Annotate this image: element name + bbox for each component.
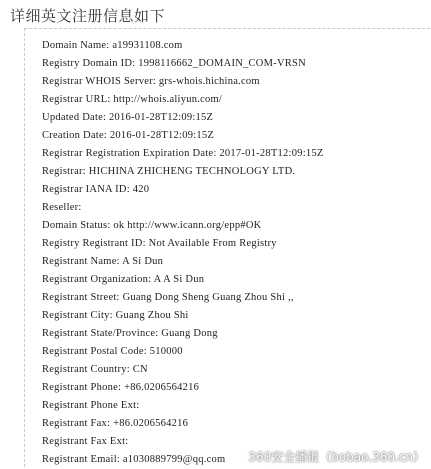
whois-line-registrant-postal-code: Registrant Postal Code: 510000: [42, 346, 183, 357]
whois-record-list: [42, 37, 324, 469]
whois-line-updated-date: Updated Date: 2016-01-28T12:09:15Z: [42, 112, 214, 123]
whois-record-block: [24, 28, 430, 467]
whois-line-registrant-phone: Registrant Phone: +86.0206564216: [42, 382, 200, 393]
whois-line-registrant-state: Registrant State/Province: Guang Dong: [42, 328, 218, 339]
whois-line-registry-registrant-id: Registry Registrant ID: Not Available From Registry: [42, 238, 277, 249]
page-title: 详细英文注册信息如下: [10, 7, 166, 25]
whois-line-registrant-email: Registrant Email: a1030889799@qq.com: [42, 454, 226, 465]
watermark: 360安全播报（bobao.360.cn）: [248, 450, 425, 464]
whois-line-registrant-city: Registrant City: Guang Zhou Shi: [42, 310, 189, 321]
whois-line-creation-date: Creation Date: 2016-01-28T12:09:15Z: [42, 130, 215, 141]
whois-line-registrant-fax-ext: Registrant Fax Ext:: [42, 436, 129, 447]
whois-line-reseller: Reseller:: [42, 202, 82, 213]
whois-line-domain-status: Domain Status: ok http://www.icann.org/epp#OK: [42, 220, 262, 231]
whois-line-registrant-fax: Registrant Fax: +86.0206564216: [42, 418, 189, 429]
whois-line-expiration-date: Registrar Registration Expiration Date: 2017-01-28T12:09:15Z: [42, 148, 324, 159]
whois-line-registrar-whois-server: Registrar WHOIS Server: grs-whois.hichina.com: [42, 76, 260, 87]
whois-line-registry-domain-id: Registry Domain ID: 1998116662_DOMAIN_COM-VRSN: [42, 58, 306, 69]
whois-line-registrant-country: Registrant Country: CN: [42, 364, 148, 375]
whois-line-registrant-street: Registrant Street: Guang Dong Sheng Guang Zhou Shi ,,: [42, 292, 294, 303]
whois-line-domain-name: Domain Name: a19931108.com: [42, 40, 183, 51]
whois-line-registrar: Registrar: HICHINA ZHICHENG TECHNOLOGY LTD.: [42, 166, 296, 177]
whois-line-registrar-url: Registrar URL: http://whois.aliyun.com/: [42, 94, 223, 105]
whois-line-registrant-organization: Registrant Organization: A A Si Dun: [42, 274, 205, 285]
whois-line-registrar-iana-id: Registrar IANA ID: 420: [42, 184, 150, 195]
whois-line-registrant-phone-ext: Registrant Phone Ext:: [42, 400, 140, 411]
whois-line-registrant-name: Registrant Name: A Si Dun: [42, 256, 164, 267]
